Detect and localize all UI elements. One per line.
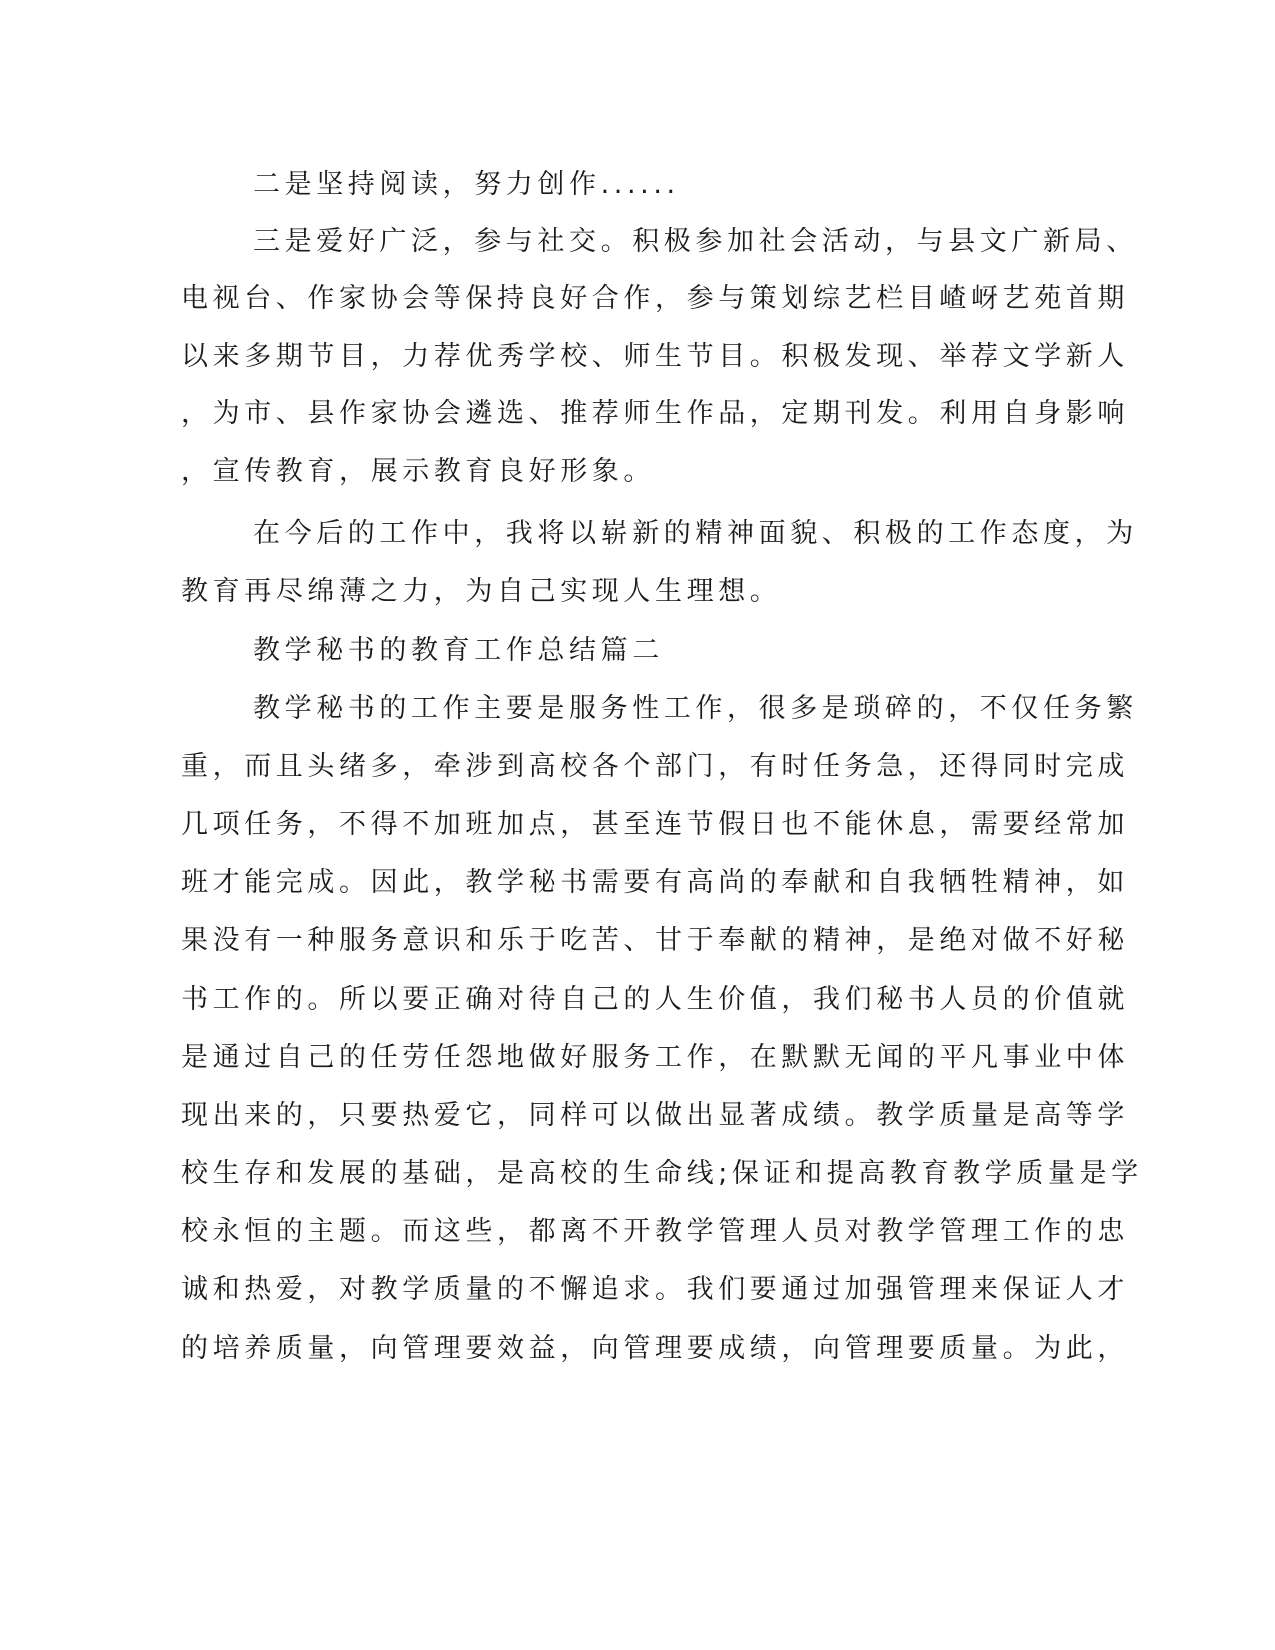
text-line-15: 书工作的。所以要正确对待自己的人生价值，我们秘书人员的价值就 — [181, 984, 1129, 1015]
text-line-5: ，为市、县作家协会遴选、推荐师生作品，定期刊发。利用自身影响 — [181, 398, 1129, 429]
text-line-2: 三是爱好广泛，参与社交。积极参加社会活动，与县文广新局、 — [253, 226, 1138, 257]
text-line-16: 是通过自己的任劳任怨地做好服务工作，在默默无闻的平凡事业中体 — [181, 1042, 1129, 1073]
text-line-11: 重，而且头绪多，牵涉到高校各个部门，有时任务急，还得同时完成 — [181, 751, 1129, 782]
text-line-10: 教学秘书的工作主要是服务性工作，很多是琐碎的，不仅任务繁 — [253, 693, 1138, 724]
text-line-21: 的培养质量，向管理要效益，向管理要成绩，向管理要质量。为此， — [181, 1333, 1129, 1364]
text-line-3: 电视台、作家协会等保持良好合作，参与策划综艺栏目嵖岈艺苑首期 — [181, 283, 1129, 314]
text-line-4: 以来多期节目，力荐优秀学校、师生节目。积极发现、举荐文学新人 — [181, 341, 1129, 372]
text-line-19: 校永恒的主题。而这些，都离不开教学管理人员对教学管理工作的忠 — [181, 1216, 1129, 1247]
text-line-7: 在今后的工作中，我将以崭新的精神面貌、积极的工作态度，为 — [253, 518, 1138, 549]
text-line-8: 教育再尽绵薄之力，为自己实现人生理想。 — [181, 576, 782, 607]
text-line-17: 现出来的，只要热爱它，同样可以做出显著成绩。教学质量是高等学 — [181, 1100, 1129, 1131]
text-line-1: 二是坚持阅读，努力创作...... — [253, 169, 680, 200]
text-line-14: 果没有一种服务意识和乐于吃苦、甘于奉献的精神，是绝对做不好秘 — [181, 925, 1129, 956]
text-line-20: 诚和热爱，对教学质量的不懈追求。我们要通过加强管理来保证人才 — [181, 1274, 1129, 1305]
text-line-12: 几项任务，不得不加班加点，甚至连节假日也不能休息，需要经常加 — [181, 809, 1129, 840]
text-line-6: ，宣传教育，展示教育良好形象。 — [181, 456, 655, 487]
text-line-13: 班才能完成。因此，教学秘书需要有高尚的奉献和自我牺牲精神，如 — [181, 867, 1129, 898]
text-line-18: 校生存和发展的基础，是高校的生命线;保证和提高教育教学质量是学 — [181, 1158, 1143, 1189]
section-heading: 教学秘书的教育工作总结篇二 — [253, 635, 664, 666]
